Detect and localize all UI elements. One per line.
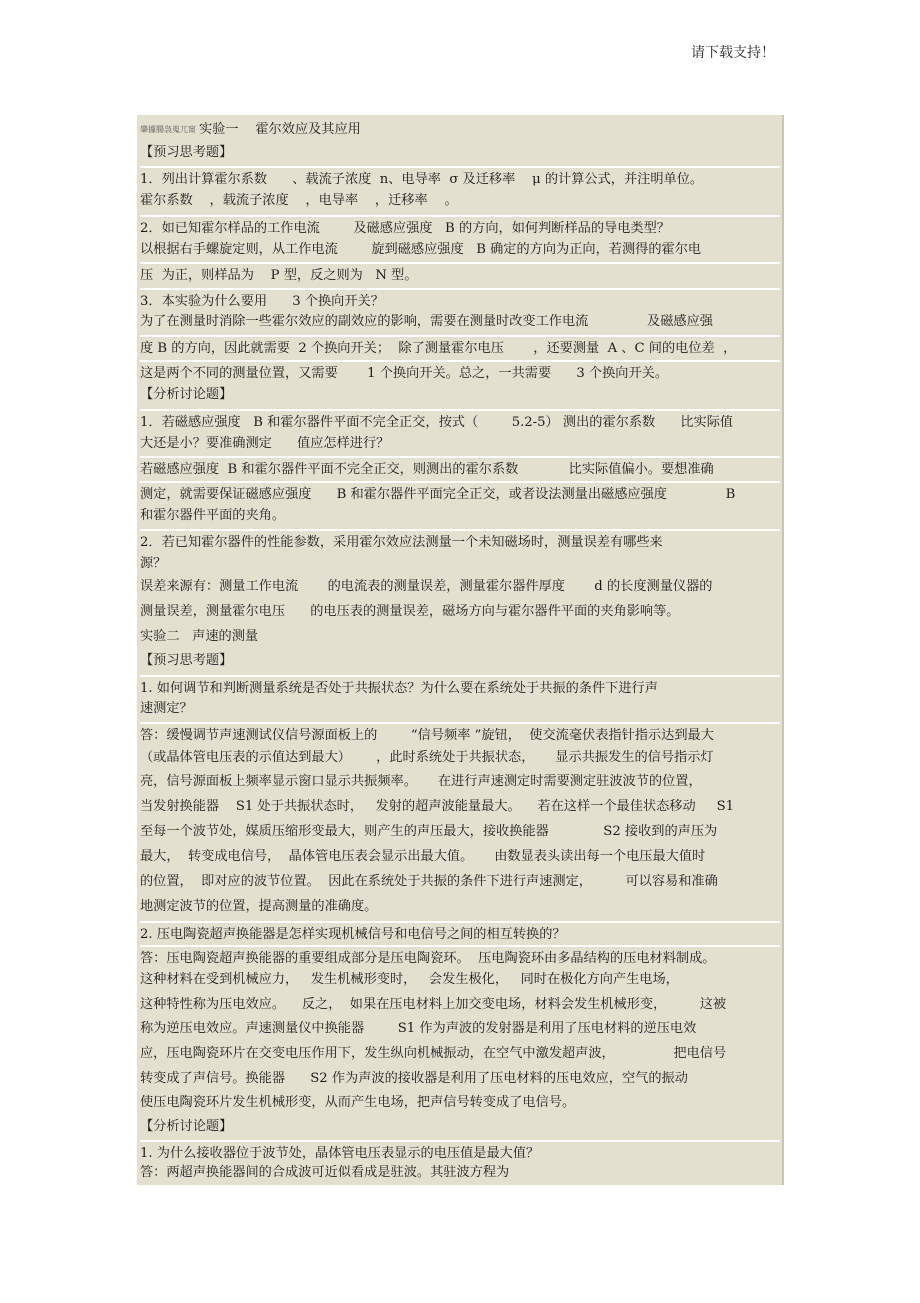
answer-text: 称为逆压电效应。声速测量仪中换能器 S1 作为声波的发射器是利用了压电材料的逆压电效 bbox=[140, 1021, 697, 1036]
answer-text: 误差来源有：测量工作电流 的电流表的测量误差，测量霍尔器件厚度 d 的长度测量仪器的 bbox=[140, 579, 713, 594]
document-body bbox=[137, 115, 784, 1185]
answer-text: 答：压电陶瓷超声换能器的重要组成部分是压电陶瓷环。 压电陶瓷环由多晶结构的压电材料制成。 bbox=[140, 945, 780, 970]
answer-text: 转变成了声信号。换能器 S2 作为声波的接收器是利用了压电材料的压电效应，空气的振动 bbox=[140, 1071, 688, 1086]
question-text: 2．如已知霍尔样品的工作电流 及磁感应强度 B 的方向，如何判断样品的导电类型？ bbox=[140, 215, 780, 240]
answer-text: 至每一个波节处，媒质压缩形变最大，则产生的声压最大，接收换能器 S2 接收到的声压为 bbox=[140, 824, 718, 839]
answer-text: 的位置， 即对应的波节位置。 因此在系统处于共振的条件下进行声速测定， 可以容易和准确 bbox=[140, 874, 718, 889]
answer-text: 应，压电陶瓷环片在交变电压作用下，发生纵向机械振动，在空气中激发超声波， 把电信号 bbox=[140, 1046, 727, 1061]
answer-text: 最大， 转变成电信号， 晶体管电压表会显示出最大值。 由数显表头读出每一个电压最大值时 bbox=[140, 849, 706, 864]
question-text: 大还是小？要准确测定 值应怎样进行？ bbox=[140, 436, 390, 451]
question-text: 1．若磁感应强度 B 和霍尔器件平面不完全正交，按式（ 5.2-5） 测出的霍尔系数 比实际值 bbox=[140, 409, 780, 434]
section-heading: 【预习思考题】 bbox=[140, 653, 233, 668]
answer-text: 亮，信号源面板上频率显示窗口显示共振频率。 在进行声速测定时需要测定驻波波节的位置， bbox=[140, 774, 702, 789]
experiment-title: 实验二 声速的测量 bbox=[140, 629, 259, 644]
answer-text: 这种特性称为压电效应。 反之， 如果在压电材料上加交变电场，材料会发生机械形变， 这被 bbox=[140, 997, 727, 1012]
answer-text: （或晶体管电压表的示值达到最大） ，此时系统处于共振状态， 显示共振发生的信号指示灯 bbox=[140, 750, 714, 765]
section-heading: 【分析讨论题】 bbox=[140, 387, 233, 402]
answer-text: 霍尔系数 ，载流子浓度 ，电导率 ，迁移率 。 bbox=[140, 193, 458, 208]
answer-text: 为了在测量时消除一些霍尔效应的副效应的影响，需要在测量时改变工作电流 及磁感应强 bbox=[140, 314, 713, 329]
answer-text: 使压电陶瓷环片发生机械形变，从而产生电场，把声信号转变成了电信号。 bbox=[140, 1095, 576, 1110]
answer-text: 若磁感应强度 B 和霍尔器件平面不完全正交，则测出的霍尔系数 比实际值偏小。要想准确 bbox=[140, 456, 780, 481]
answer-text: 答：缓慢调节声速测试仪信号源面板上的 “信号频率 ”旋钮， 使交流毫伏表指针指示达到最大 bbox=[140, 722, 780, 747]
page-header-note: 请下载支持！ bbox=[691, 45, 775, 61]
question-text: 2．若已知霍尔器件的性能参数，采用霍尔效应法测量一个未知磁场时，测量误差有哪些来 bbox=[140, 529, 780, 554]
answer-text: 测定，就需要保证磁感应强度 B 和霍尔器件平面完全正交，或者设法测量出磁感应强度 B bbox=[140, 481, 780, 506]
title-prefix: 肇據腸袅嵬兀甯 bbox=[140, 125, 196, 134]
answer-text: 度 B 的方向，因此就需要 2 个换向开关； 除了测量霍尔电压 ，还要测量 A 、C 间的电位差 ， bbox=[140, 335, 780, 360]
section-heading: 【分析讨论题】 bbox=[140, 1119, 233, 1134]
answer-text: 当发射换能器 S1 处于共振状态时， 发射的超声波能量最大。 若在这样一个最佳状态移动 S1 bbox=[140, 799, 735, 814]
document-title-line bbox=[140, 118, 780, 141]
document-title: 实验一 霍尔效应及其应用 bbox=[199, 122, 361, 137]
answer-text: 和霍尔器件平面的夹角。 bbox=[140, 508, 286, 523]
question-text: 1．列出计算霍尔系数 、载流子浓度 n、电导率 σ 及迁移率 μ 的计算公式，并注明单位。 bbox=[140, 166, 780, 191]
question-text: 2. 压电陶瓷超声换能器是怎样实现机械信号和电信号之间的相互转换的？ bbox=[140, 921, 780, 946]
section-heading: 【预习思考题】 bbox=[140, 145, 233, 160]
answer-text: 测量误差，测量霍尔电压 的电压表的测量误差，磁场方向与霍尔器件平面的夹角影响等。 bbox=[140, 604, 680, 619]
answer-text: 以根据右手螺旋定则，从工作电流 旋到磁感应强度 B 确定的方向为正向，若测得的霍尔电 bbox=[140, 242, 702, 257]
question-text: 速测定？ bbox=[140, 701, 193, 716]
question-text: 1. 为什么接收器位于波节处，晶体管电压表显示的电压值是最大值？ bbox=[140, 1140, 780, 1165]
answer-text: 答：两超声换能器间的合成波可近似看成是驻波。其驻波方程为 bbox=[140, 1165, 510, 1180]
answer-text: 地测定波节的位置，提高测量的准确度。 bbox=[140, 899, 378, 914]
question-text: 3．本实验为什么要用 3 个换向开关？ bbox=[140, 288, 780, 313]
answer-text: 这种材料在受到机械应力， 发生机械形变时， 会发生极化， 同时在极化方向产生电场， bbox=[140, 972, 679, 987]
answer-text: 这是两个不同的测量位置，又需要 1 个换向开关。总之，一共需要 3 个换向开关。 bbox=[140, 360, 780, 385]
question-text: 1. 如何调节和判断测量系统是否处于共振状态？为什么要在系统处于共振的条件下进行声 bbox=[140, 675, 780, 700]
answer-text: 压 为正，则样品为 P 型，反之则为 N 型。 bbox=[140, 262, 780, 287]
question-text: 源？ bbox=[140, 556, 167, 571]
